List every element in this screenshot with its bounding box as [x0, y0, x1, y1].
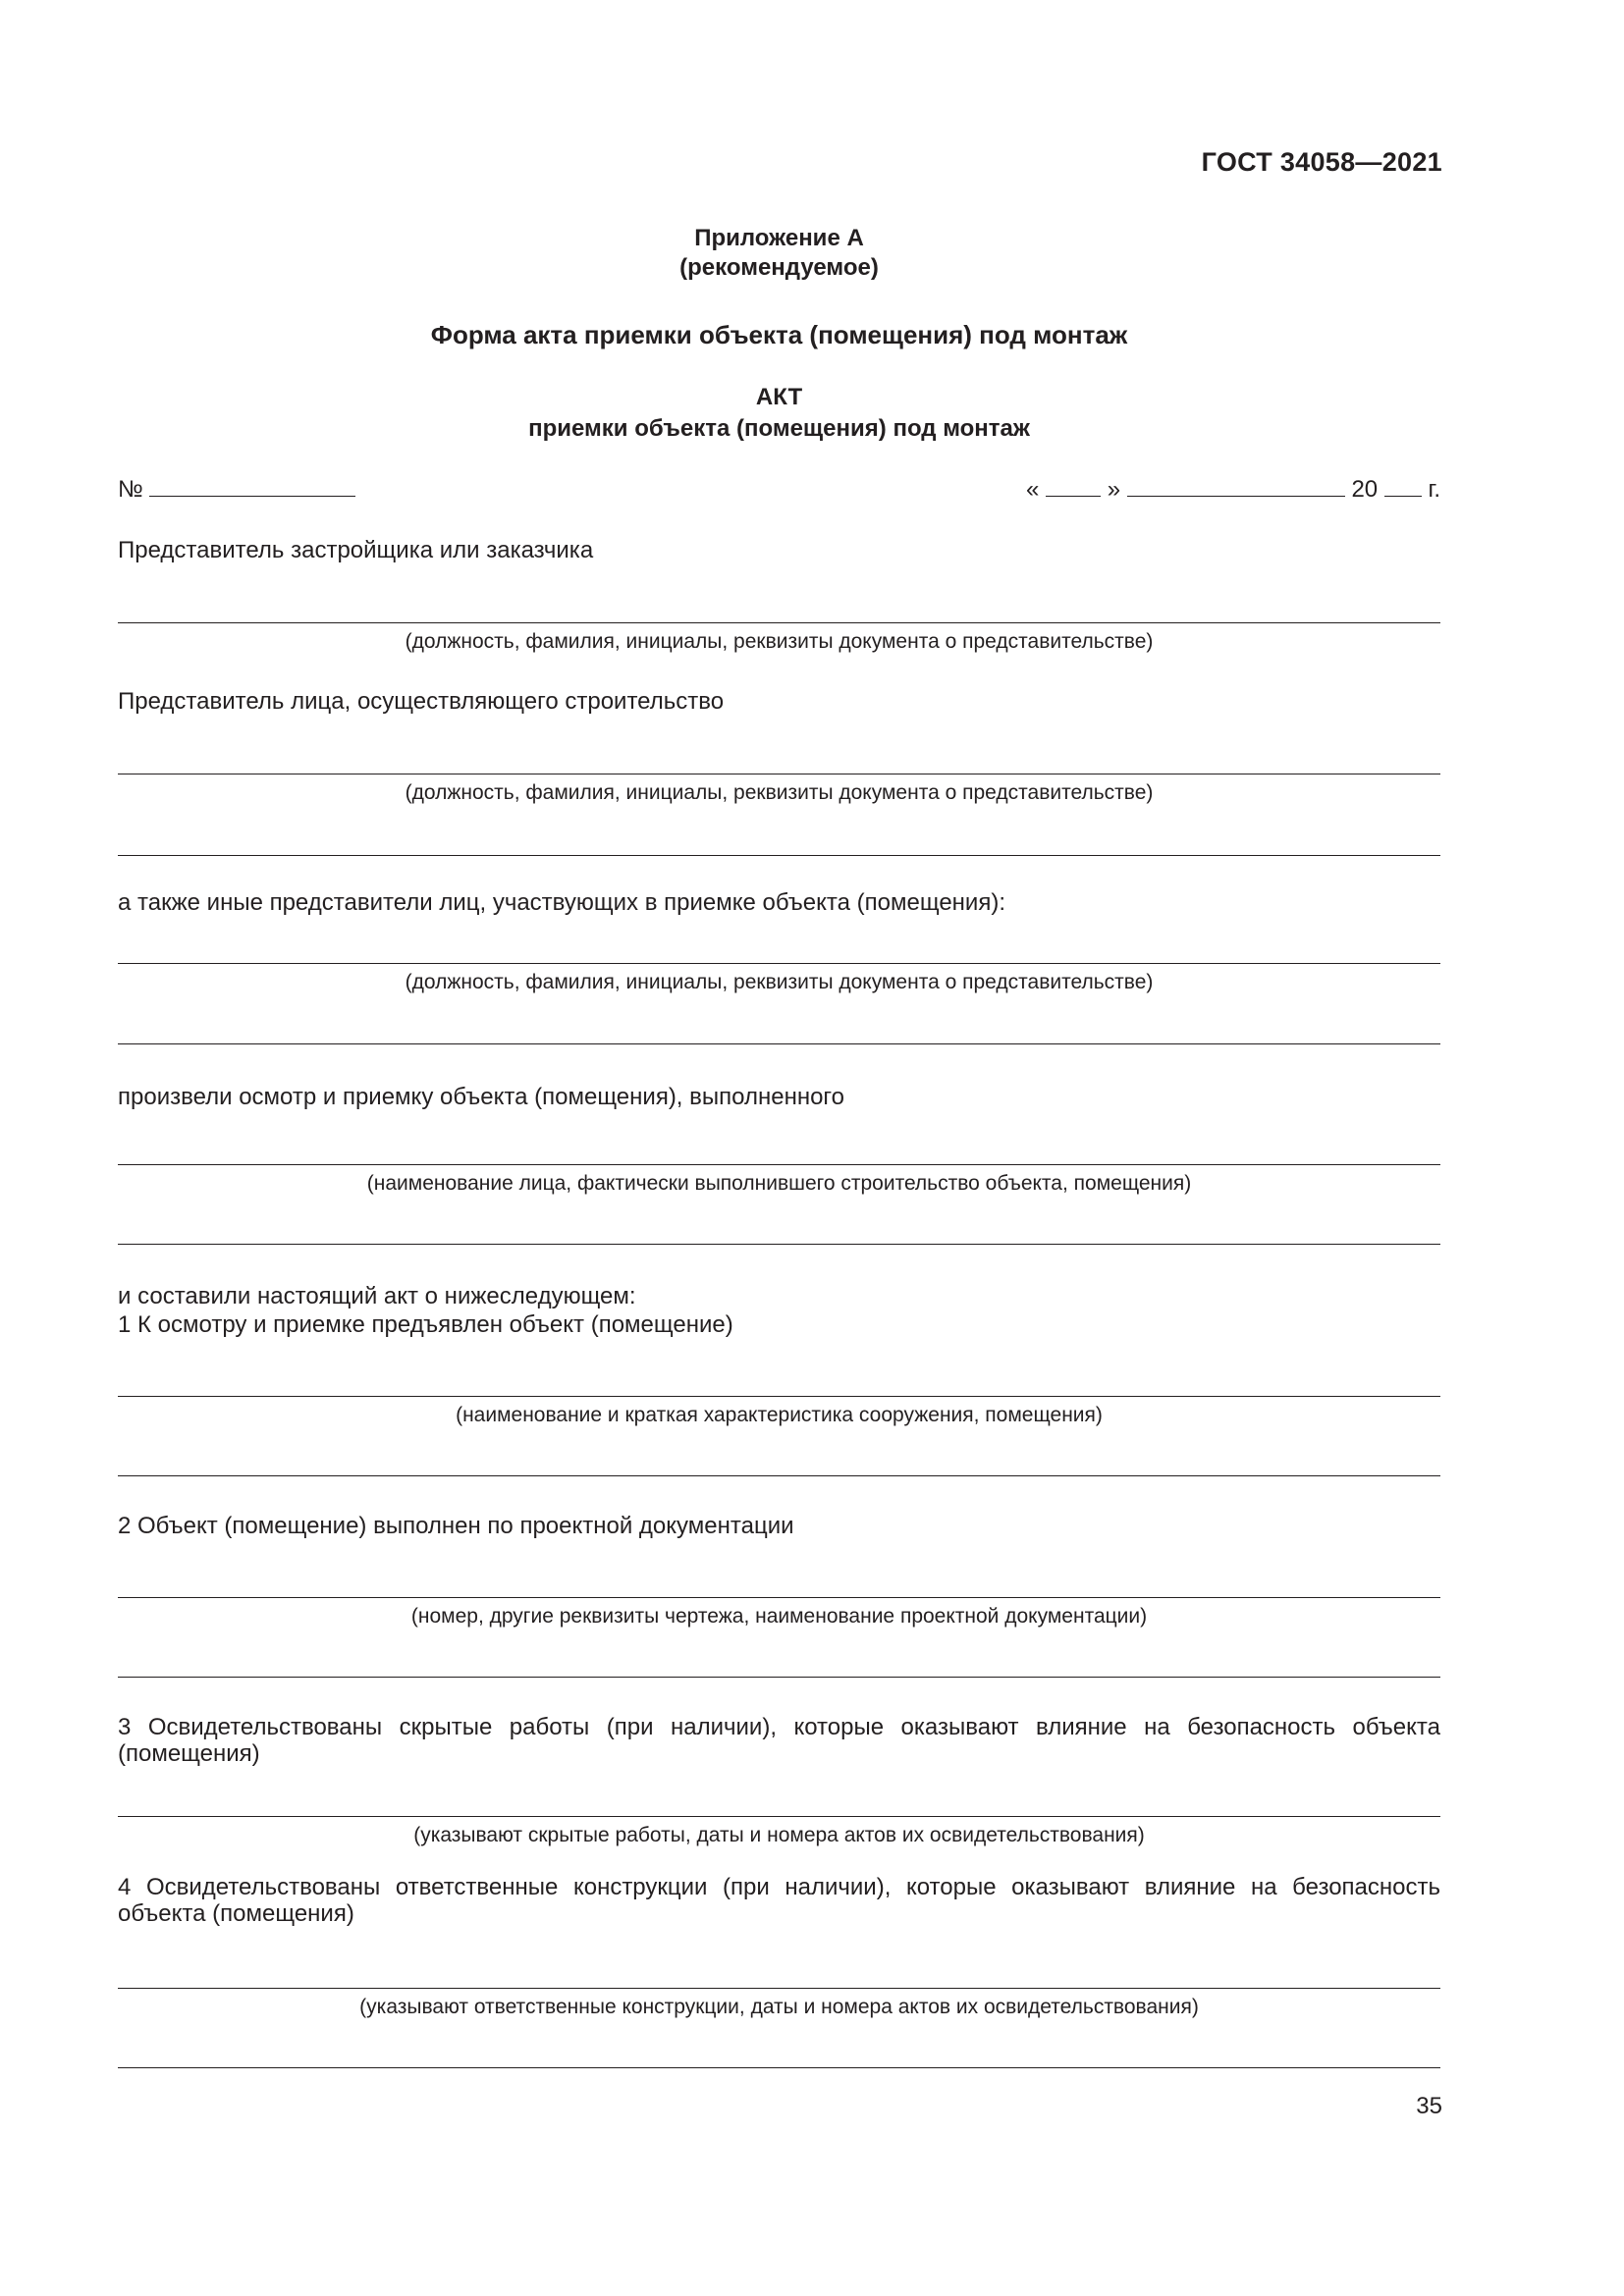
quote-close: »	[1107, 476, 1121, 503]
other-reps-label: а также иные представители лиц, участвующих в приемке объекта (помещения):	[118, 889, 1005, 916]
caption-item-2: (номер, другие реквизиты чертежа, наименование проектной документации)	[410, 1605, 1148, 1628]
fill-line[interactable]	[118, 1475, 1440, 1476]
inspection-label: произвели осмотр и приемку объекта (помещения), выполненного	[118, 1084, 844, 1110]
item-4-label: 4 Освидетельствованы ответственные конструкции (при наличии), которые оказывают влияние на безопасность объекта (помещения)	[118, 1874, 1440, 1927]
month-blank[interactable]	[1127, 478, 1345, 497]
act-number	[118, 475, 355, 505]
page-number: 35	[1416, 2093, 1442, 2119]
builder-rep-label: Представитель лица, осуществляющего строительство	[118, 688, 725, 715]
standard-designation: ГОСТ 34058—2021	[1201, 147, 1442, 177]
year-blank[interactable]	[1384, 478, 1422, 497]
form-title: Форма акта приемки объекта (помещения) под монтаж	[430, 320, 1128, 349]
quote-open: «	[1026, 476, 1040, 503]
caption-item-1: (наименование и краткая характеристика сооружения, помещения)	[456, 1404, 1103, 1426]
year-suffix: г.	[1428, 476, 1440, 503]
fill-line[interactable]	[118, 1244, 1440, 1245]
fill-line[interactable]	[118, 1988, 1440, 1989]
fill-line[interactable]	[118, 1164, 1440, 1165]
fill-line[interactable]	[118, 1396, 1440, 1397]
fill-line[interactable]	[118, 622, 1440, 623]
caption-item-3: (указывают скрытые работы, даты и номера актов их освидетельствования)	[413, 1824, 1145, 1846]
day-blank[interactable]	[1046, 478, 1101, 497]
fill-line[interactable]	[118, 963, 1440, 964]
act-title: АКТ	[755, 384, 803, 410]
act-subtitle: приемки объекта (помещения) под монтаж	[528, 415, 1030, 442]
fill-line[interactable]	[118, 1043, 1440, 1044]
compiled-label: и составили настоящий акт о нижеследующем:	[118, 1283, 636, 1309]
item-2-label: 2 Объект (помещение) выполнен по проектной документации	[118, 1513, 794, 1539]
fill-line[interactable]	[118, 1677, 1440, 1678]
appendix-subtitle: (рекомендуемое)	[679, 254, 879, 281]
act-date	[1026, 475, 1440, 505]
item-3-label: 3 Освидетельствованы скрытые работы (при наличии), которые оказывают влияние на безопасность объекта (помещения)	[118, 1714, 1440, 1767]
year-prefix: 20	[1351, 476, 1379, 503]
number-sign: №	[118, 476, 143, 503]
caption-rep-3: (должность, фамилия, инициалы, реквизиты документа о представительстве)	[405, 971, 1154, 993]
caption-rep-1: (должность, фамилия, инициалы, реквизиты документа о представительстве)	[405, 630, 1154, 653]
number-blank[interactable]	[149, 478, 355, 497]
fill-line[interactable]	[118, 1816, 1440, 1817]
caption-item-4: (указывают ответственные конструкции, даты и номера актов их освидетельствования)	[359, 1996, 1199, 2018]
developer-rep-label: Представитель застройщика или заказчика	[118, 537, 594, 563]
item-1-label: 1 К осмотру и приемке предъявлен объект (помещение)	[118, 1311, 733, 1338]
caption-rep-2: (должность, фамилия, инициалы, реквизиты документа о представительстве)	[405, 781, 1154, 804]
appendix-title: Приложение А	[694, 225, 864, 251]
fill-line[interactable]	[118, 2067, 1440, 2068]
fill-line[interactable]	[118, 855, 1440, 856]
caption-builder: (наименование лица, фактически выполнившего строительство объекта, помещения)	[366, 1172, 1192, 1195]
fill-line[interactable]	[118, 1597, 1440, 1598]
